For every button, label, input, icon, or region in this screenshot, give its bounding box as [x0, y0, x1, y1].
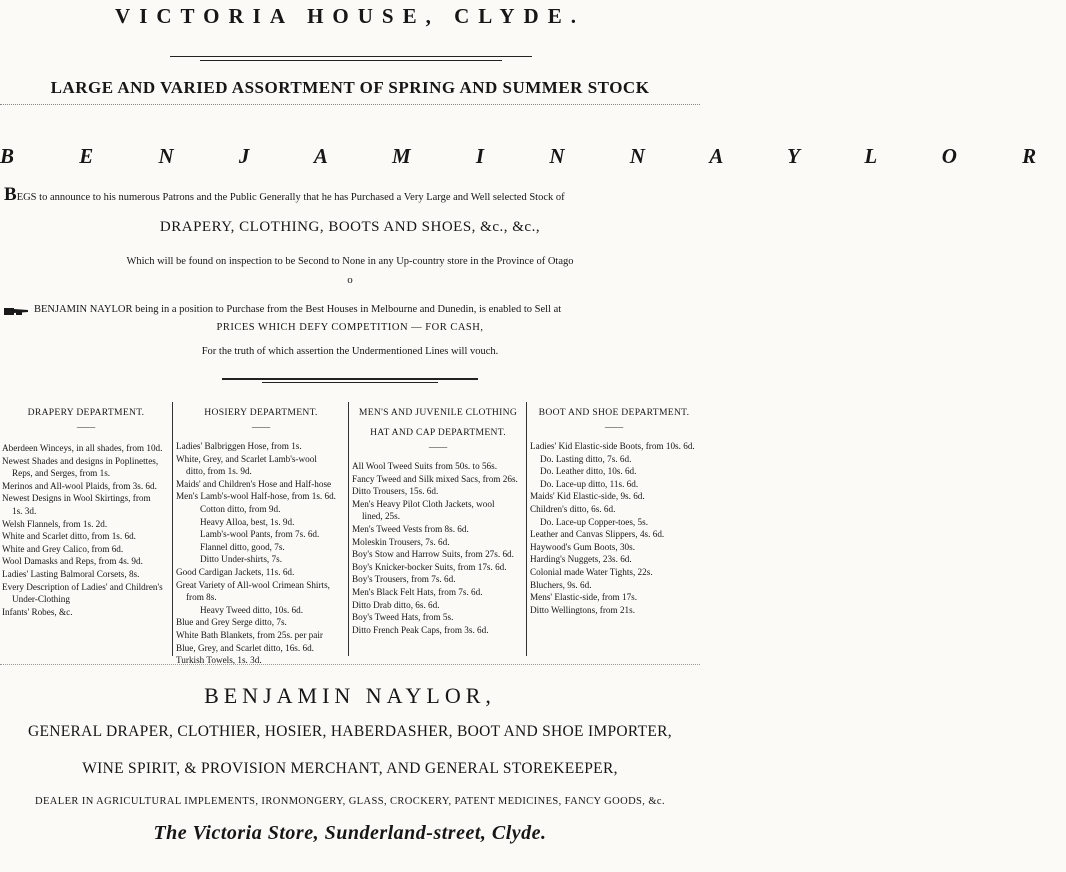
boots-column: [530, 406, 698, 616]
list-item: Blue, Grey, and Scarlet ditto, 16s. 6d.: [176, 642, 314, 653]
store-address: The Victoria Store, Sunderland-street, Clyde.: [153, 822, 547, 844]
list-item: Do. Lasting ditto, 7s. 6d.: [540, 453, 632, 464]
trade-line-2: WINE SPIRIT, & PROVISION MERCHANT, AND GENERAL STOREKEEPER,: [82, 760, 618, 777]
list-item: Harding's Nuggets, 23s. 6d.: [530, 554, 632, 565]
list-item: Bluchers, 9s. 6d.: [530, 579, 592, 590]
list-item: Boy's Trousers, from 7s. 6d.: [352, 574, 456, 585]
list-item: Do. Leather ditto, 10s. 6d.: [540, 466, 637, 477]
department-rule: [222, 378, 478, 380]
list-item: Men's Black Felt Hats, from 7s. 6d.: [352, 586, 483, 597]
list-item: Under-Clothing: [12, 594, 70, 605]
list-item: Maids' Kid Elastic-side, 9s. 6d.: [530, 491, 645, 502]
list-item: lined, 25s.: [362, 511, 401, 522]
list-item: Ditto Wellingtons, from 21s.: [530, 604, 636, 615]
ornament-glyph: o: [347, 274, 353, 286]
hosiery-column: [176, 406, 346, 667]
list-item: Mens' Elastic-side, from 17s.: [530, 592, 638, 603]
list-item: White and Grey Calico, from 6d.: [2, 543, 124, 554]
list-item: White and Scarlet ditto, from 1s. 6d.: [2, 531, 136, 542]
list-item: Cotton ditto, from 9d.: [200, 503, 281, 514]
drapery-column: [2, 406, 170, 618]
list-item: Men's Tweed Vests from 8s. 6d.: [352, 523, 469, 534]
intro-text: EGS to announce to his numerous Patrons and the Public Generally that he has Purchased a Very Large and Well selected Stock of: [16, 192, 565, 203]
boots-heading: BOOT AND SHOE DEPARTMENT.: [538, 407, 690, 418]
column-divider: [348, 402, 349, 656]
list-item: Haywood's Gum Boots, 30s.: [530, 541, 636, 552]
list-item: Leather and Canvas Slippers, 4s. 6d.: [530, 529, 665, 540]
list-item: Boy's Tweed Hats, from 5s.: [352, 612, 454, 623]
list-item: White Bath Blankets, from 25s. per pair: [176, 629, 323, 640]
list-item: Moleskin Trousers, 7s. 6d.: [352, 536, 450, 547]
list-item: Merinos and All-wool Plaids, from 3s. 6d.: [2, 480, 157, 491]
clothing-list: [352, 460, 524, 636]
advert-subtitle: LARGE AND VARIED ASSORTMENT OF SPRING AND SUMMER STOCK: [50, 78, 650, 97]
list-item: White, Grey, and Scarlet Lamb's-wool: [176, 453, 317, 464]
list-item: Maids' and Children's Hose and Half-hose: [176, 478, 332, 489]
title-rule-thin: [200, 60, 502, 61]
list-item: Ladies' Kid Elastic-side Boots, from 10s. 6d.: [530, 441, 695, 451]
list-item: Newest Shades and designs in Poplinettes,: [2, 455, 159, 466]
clothing-heading: MEN'S AND JUVENILE CLOTHING: [358, 407, 518, 418]
list-item: Lamb's-wool Pants, from 7s. 6d.: [200, 529, 320, 540]
list-item: Blue and Grey Serge ditto, 7s.: [176, 617, 287, 628]
truth-line: For the truth of which assertion the Undermentioned Lines will vouch.: [201, 346, 499, 357]
list-item: Ditto French Peak Caps, from 3s. 6d.: [352, 624, 489, 635]
list-item: from 8s.: [186, 592, 217, 603]
list-item: Every Description of Ladies' and Children's: [2, 581, 163, 592]
list-item: Newest Designs in Wool Skirtings, from: [2, 493, 151, 504]
hosiery-heading: HOSIERY DEPARTMENT.: [204, 407, 318, 418]
hosiery-list: [176, 440, 346, 667]
list-item: Do. Lace-up ditto, 11s. 6d.: [540, 478, 639, 489]
trade-line-1: GENERAL DRAPER, CLOTHIER, HOSIER, HABERDASHER, BOOT AND SHOE IMPORTER,: [28, 723, 672, 740]
list-item: Ladies' Balbriggen Hose, from 1s.: [176, 441, 302, 451]
list-item: Do. Lace-up Copper-toes, 5s.: [540, 516, 648, 527]
list-item: ditto, from 1s. 9d.: [186, 466, 252, 477]
list-item: Fancy Tweed and Silk mixed Sacs, from 26s.: [352, 473, 518, 484]
dealer-line: DEALER IN AGRICULTURAL IMPLEMENTS, IRONMONGERY, GLASS, CROCKERY, PATENT MEDICINES, FANCY GOODS, &c.: [35, 796, 665, 807]
list-item: Ladies' Lasting Balmoral Corsets, 8s.: [2, 568, 140, 579]
drapery-dash: ——: [76, 422, 96, 432]
footer-name: BENJAMIN NAYLOR,: [204, 683, 496, 708]
column-divider: [172, 402, 173, 656]
title-rule: [170, 56, 532, 57]
list-item: Flannel ditto, good, 7s.: [200, 541, 285, 552]
prices-line: PRICES WHICH DEFY COMPETITION — FOR CASH,: [216, 322, 484, 333]
list-item: Children's ditto, 6s. 6d.: [530, 503, 616, 514]
list-item: Infants' Robes, &c.: [2, 606, 73, 617]
list-item: Heavy Tweed ditto, 10s. 6d.: [200, 604, 304, 615]
list-item: Men's Lamb's-wool Half-hose, from 1s. 6d.: [176, 491, 336, 502]
list-item: Boy's Knicker-bocker Suits, from 17s. 6d.: [352, 561, 507, 572]
pointing-hand-icon: [4, 302, 30, 320]
clothing-dash: ——: [428, 442, 448, 452]
department-rule-thin: [262, 382, 438, 383]
list-item: Heavy Alloa, best, 1s. 9d.: [200, 516, 295, 527]
list-item: Turkish Towels, 1s. 3d.: [176, 655, 262, 666]
list-item: Reps, and Serges, from 1s.: [12, 468, 111, 479]
boots-dash: ——: [604, 422, 624, 432]
list-item: Wool Damasks and Reps, from 4s. 9d.: [2, 556, 143, 567]
list-item: Colonial made Water Tights, 22s.: [530, 566, 653, 577]
list-item: Boy's Stow and Harrow Suits, from 27s. 6d.: [352, 549, 514, 560]
list-item: 1s. 3d.: [12, 505, 37, 516]
column-divider: [526, 402, 527, 656]
list-item: Aberdeen Winceys, in all shades, from 10d.: [2, 443, 163, 453]
list-item: All Wool Tweed Suits from 50s. to 56s.: [352, 461, 498, 471]
goods-line: DRAPERY, CLOTHING, BOOTS AND SHOES, &c., &c.,: [159, 219, 541, 235]
clothing-column: [352, 406, 524, 636]
inspection-line: Which will be found on inspection to be Second to None in any Up-country store in the Province of Otago: [126, 256, 574, 267]
clothing-heading-2: HAT AND CAP DEPARTMENT.: [370, 427, 506, 438]
list-item: Welsh Flannels, from 1s. 2d.: [2, 518, 108, 529]
subtitle-rule: [0, 104, 700, 105]
advert-title: VICTORIA HOUSE, CLYDE.: [115, 4, 585, 28]
position-line: BENJAMIN NAYLOR being in a position to Purchase from the Best Houses in Melbourne and Dunedin, is enabled to Sell at: [34, 304, 562, 315]
hosiery-dash: ——: [251, 422, 271, 432]
footer-rule: [0, 664, 700, 665]
list-item: Ditto Trousers, 15s. 6d.: [352, 486, 439, 497]
boots-list: [530, 440, 698, 616]
list-item: Ditto Drab ditto, 6s. 6d.: [352, 599, 440, 610]
intro-paragraph: [4, 184, 696, 205]
list-item: Men's Heavy Pilot Cloth Jackets, wool: [352, 498, 495, 509]
list-item: Good Cardigan Jackets, 11s. 6d.: [176, 566, 295, 577]
list-item: Ditto Under-shirts, 7s.: [200, 554, 282, 565]
intro-dropcap: B: [4, 184, 17, 205]
list-item: Great Variety of All-wool Crimean Shirts,: [176, 579, 330, 590]
drapery-list: [2, 442, 170, 618]
proprietor-name: B E N J A M I N N A Y L O R: [0, 144, 1066, 168]
drapery-heading: DRAPERY DEPARTMENT.: [27, 407, 145, 418]
